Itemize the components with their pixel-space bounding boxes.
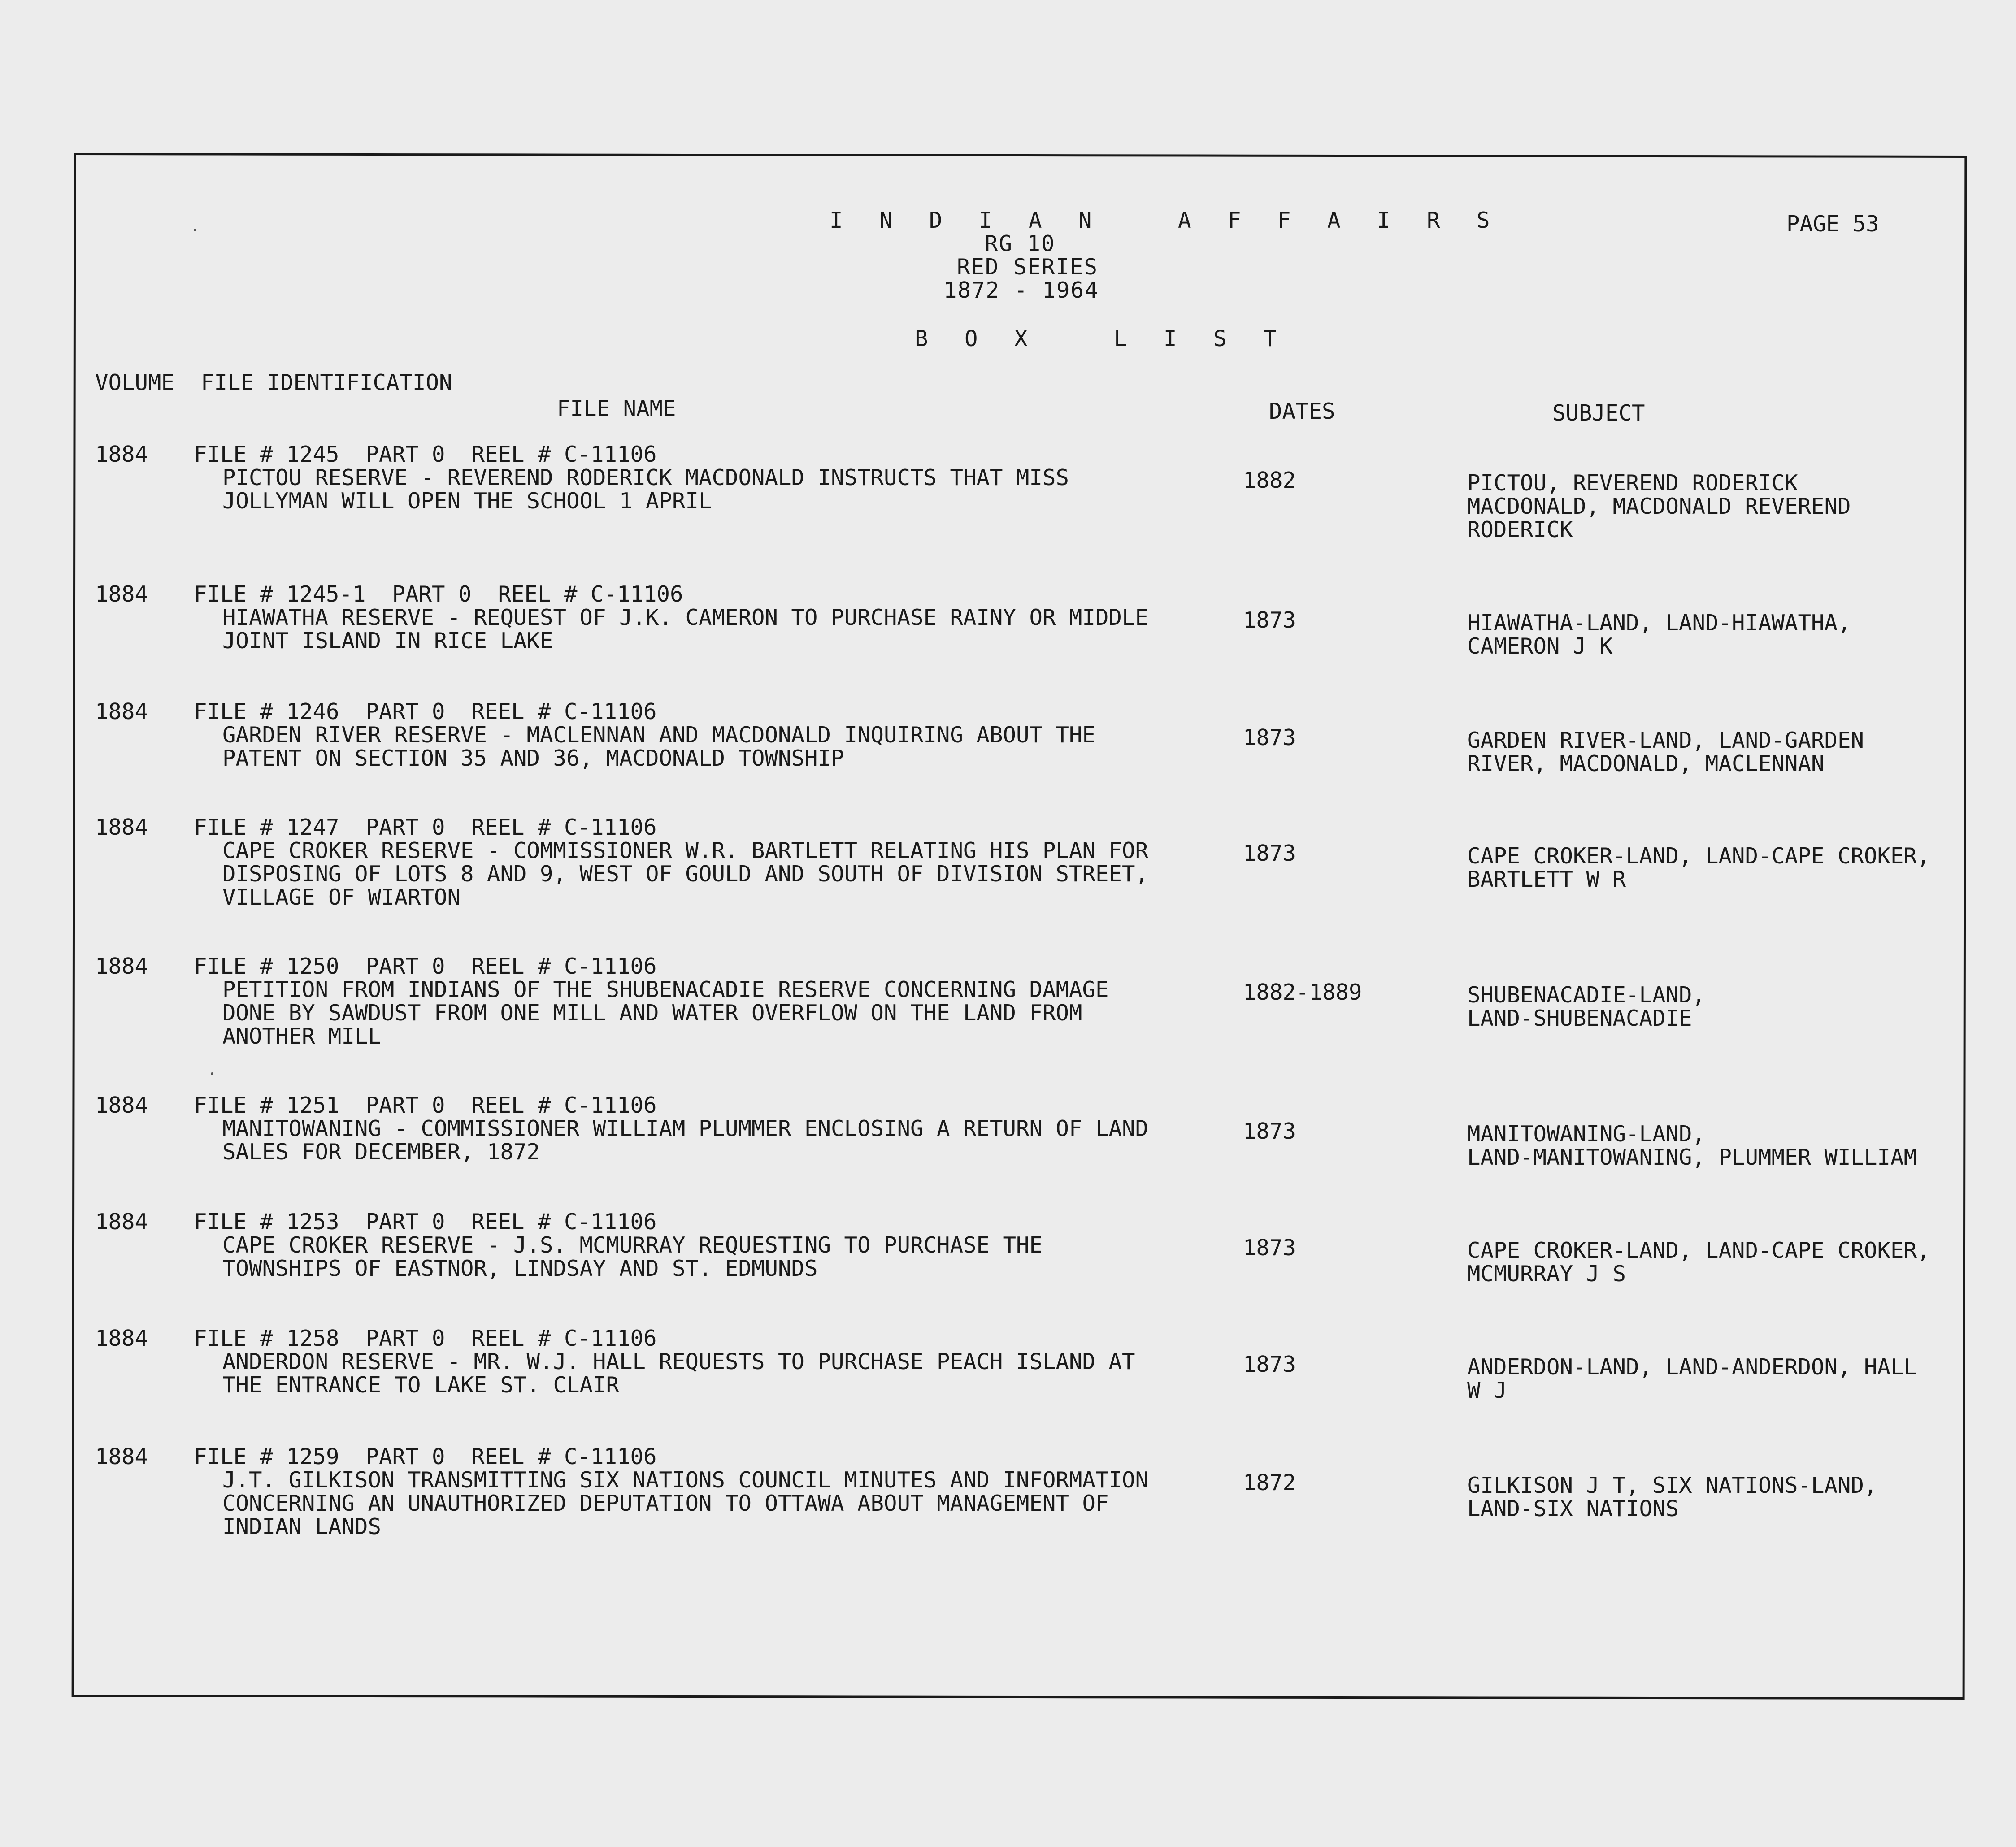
series-name: RED SERIES <box>957 254 1099 280</box>
entry-dates: 1882 <box>1243 468 1296 493</box>
year-range: 1872 - 1964 <box>943 277 1099 303</box>
entry-subject-line: LAND-SIX NATIONS <box>1467 1496 1679 1522</box>
entry-volume: 1884 <box>95 442 148 467</box>
entry-file-name-line: CAPE CROKER RESERVE - J.S. MCMURRAY REQUESTING TO PURCHASE THE <box>222 1232 1043 1258</box>
entry-file-id: FILE # 1259 PART 0 REEL # C-11106 <box>194 1444 657 1470</box>
column-volume-file: VOLUME FILE IDENTIFICATION <box>95 370 452 395</box>
column-dates: DATES <box>1269 399 1335 424</box>
entry-dates: 1873 <box>1243 607 1296 633</box>
entry-dates: 1873 <box>1243 1235 1296 1261</box>
entry-file-name-line: DONE BY SAWDUST FROM ONE MILL AND WATER OVERFLOW ON THE LAND FROM <box>222 1000 1082 1026</box>
entry-file-id: FILE # 1251 PART 0 REEL # C-11106 <box>194 1093 657 1118</box>
entry-volume: 1884 <box>95 1444 148 1470</box>
entry-file-id: FILE # 1245-1 PART 0 REEL # C-11106 <box>194 581 683 607</box>
entry-subject-line: CAPE CROKER-LAND, LAND-CAPE CROKER, <box>1467 843 1930 869</box>
box-list-title: B O X L I S T <box>915 326 1288 351</box>
entry-file-id: FILE # 1247 PART 0 REEL # C-11106 <box>194 815 657 840</box>
entry-file-name-line: TOWNSHIPS OF EASTNOR, LINDSAY AND ST. EDMUNDS <box>222 1256 818 1281</box>
entry-subject-line: GILKISON J T, SIX NATIONS-LAND, <box>1467 1473 1877 1498</box>
entry-subject-line: MCMURRAY J S <box>1467 1261 1626 1287</box>
entry-subject-line: PICTOU, REVEREND RODERICK <box>1467 470 1798 496</box>
column-subject: SUBJECT <box>1552 400 1645 426</box>
entry-file-name-line: THE ENTRANCE TO LAKE ST. CLAIR <box>222 1372 620 1398</box>
entry-subject-line: CAMERON J K <box>1467 633 1613 659</box>
column-file-name: FILE NAME <box>557 396 676 421</box>
entry-volume: 1884 <box>95 1093 148 1118</box>
entry-file-name-line: INDIAN LANDS <box>222 1514 382 1539</box>
entry-subject-line: W J <box>1467 1378 1507 1403</box>
entry-dates: 1873 <box>1243 1119 1296 1144</box>
entry-volume: 1884 <box>95 699 148 724</box>
page-number: PAGE 53 <box>1786 211 1879 237</box>
entry-file-name-line: GARDEN RIVER RESERVE - MACLENNAN AND MACDONALD INQUIRING ABOUT THE <box>222 722 1096 748</box>
entry-subject-line: BARTLETT W R <box>1467 867 1626 892</box>
entry-file-name-line: ANDERDON RESERVE - MR. W.J. HALL REQUESTS TO PURCHASE PEACH ISLAND AT <box>222 1349 1135 1374</box>
entry-subject-line: SHUBENACADIE-LAND, <box>1467 982 1706 1008</box>
entry-file-name-line: CAPE CROKER RESERVE - COMMISSIONER W.R. BARTLETT RELATING HIS PLAN FOR <box>222 838 1149 863</box>
entry-subject-line: RIVER, MACDONALD, MACLENNAN <box>1467 751 1825 776</box>
entry-dates: 1873 <box>1243 1352 1296 1377</box>
entry-volume: 1884 <box>95 1326 148 1351</box>
entry-dates: 1882-1889 <box>1243 980 1362 1005</box>
entry-file-name-line: PATENT ON SECTION 35 AND 36, MACDONALD TOWNSHIP <box>222 746 844 771</box>
entry-file-name-line: HIAWATHA RESERVE - REQUEST OF J.K. CAMERON TO PURCHASE RAINY OR MIDDLE <box>222 605 1149 630</box>
entry-file-name-line: CONCERNING AN UNAUTHORIZED DEPUTATION TO OTTAWA ABOUT MANAGEMENT OF <box>222 1491 1109 1516</box>
entry-file-name-line: JOLLYMAN WILL OPEN THE SCHOOL 1 APRIL <box>222 488 712 514</box>
entry-subject-line: GARDEN RIVER-LAND, LAND-GARDEN <box>1467 728 1864 753</box>
entry-subject-line: MACDONALD, MACDONALD REVEREND <box>1467 494 1851 519</box>
speck <box>194 229 196 231</box>
entry-volume: 1884 <box>95 1209 148 1235</box>
speck <box>211 1072 213 1075</box>
record-group: RG 10 <box>985 231 1056 256</box>
entry-file-name-line: SALES FOR DECEMBER, 1872 <box>222 1139 540 1165</box>
entry-volume: 1884 <box>95 581 148 607</box>
entry-file-name-line: PETITION FROM INDIANS OF THE SHUBENACADIE RESERVE CONCERNING DAMAGE <box>222 977 1109 1002</box>
entry-volume: 1884 <box>95 815 148 840</box>
entry-dates: 1873 <box>1243 725 1296 750</box>
entry-file-name-line: J.T. GILKISON TRANSMITTING SIX NATIONS COUNCIL MINUTES AND INFORMATION <box>222 1467 1149 1493</box>
entry-subject-line: LAND-SHUBENACADIE <box>1467 1006 1692 1031</box>
entry-file-id: FILE # 1246 PART 0 REEL # C-11106 <box>194 699 657 724</box>
entry-subject-line: HIAWATHA-LAND, LAND-HIAWATHA, <box>1467 610 1851 636</box>
entry-file-name-line: ANOTHER MILL <box>222 1023 382 1049</box>
doc-title: I N D I A N A F F A I R S <box>830 208 1502 233</box>
entry-file-name-line: PICTOU RESERVE - REVEREND RODERICK MACDONALD INSTRUCTS THAT MISS <box>222 465 1069 490</box>
entry-file-name-line: DISPOSING OF LOTS 8 AND 9, WEST OF GOULD AND SOUTH OF DIVISION STREET, <box>222 861 1149 887</box>
entry-dates: 1873 <box>1243 841 1296 866</box>
entry-subject-line: RODERICK <box>1467 517 1573 542</box>
entry-file-id: FILE # 1253 PART 0 REEL # C-11106 <box>194 1209 657 1235</box>
entry-file-name-line: VILLAGE OF WIARTON <box>222 884 461 910</box>
entry-file-name-line: JOINT ISLAND IN RICE LAKE <box>222 628 553 654</box>
entry-file-id: FILE # 1258 PART 0 REEL # C-11106 <box>194 1326 657 1351</box>
entry-file-name-line: MANITOWANING - COMMISSIONER WILLIAM PLUMMER ENCLOSING A RETURN OF LAND <box>222 1116 1149 1141</box>
entry-dates: 1872 <box>1243 1470 1296 1496</box>
entry-file-id: FILE # 1245 PART 0 REEL # C-11106 <box>194 442 657 467</box>
entry-subject-line: ANDERDON-LAND, LAND-ANDERDON, HALL <box>1467 1354 1917 1380</box>
entry-subject-line: MANITOWANING-LAND, <box>1467 1121 1706 1147</box>
entry-file-id: FILE # 1250 PART 0 REEL # C-11106 <box>194 954 657 979</box>
entry-subject-line: LAND-MANITOWANING, PLUMMER WILLIAM <box>1467 1145 1917 1170</box>
entry-subject-line: CAPE CROKER-LAND, LAND-CAPE CROKER, <box>1467 1238 1930 1263</box>
entry-volume: 1884 <box>95 954 148 979</box>
